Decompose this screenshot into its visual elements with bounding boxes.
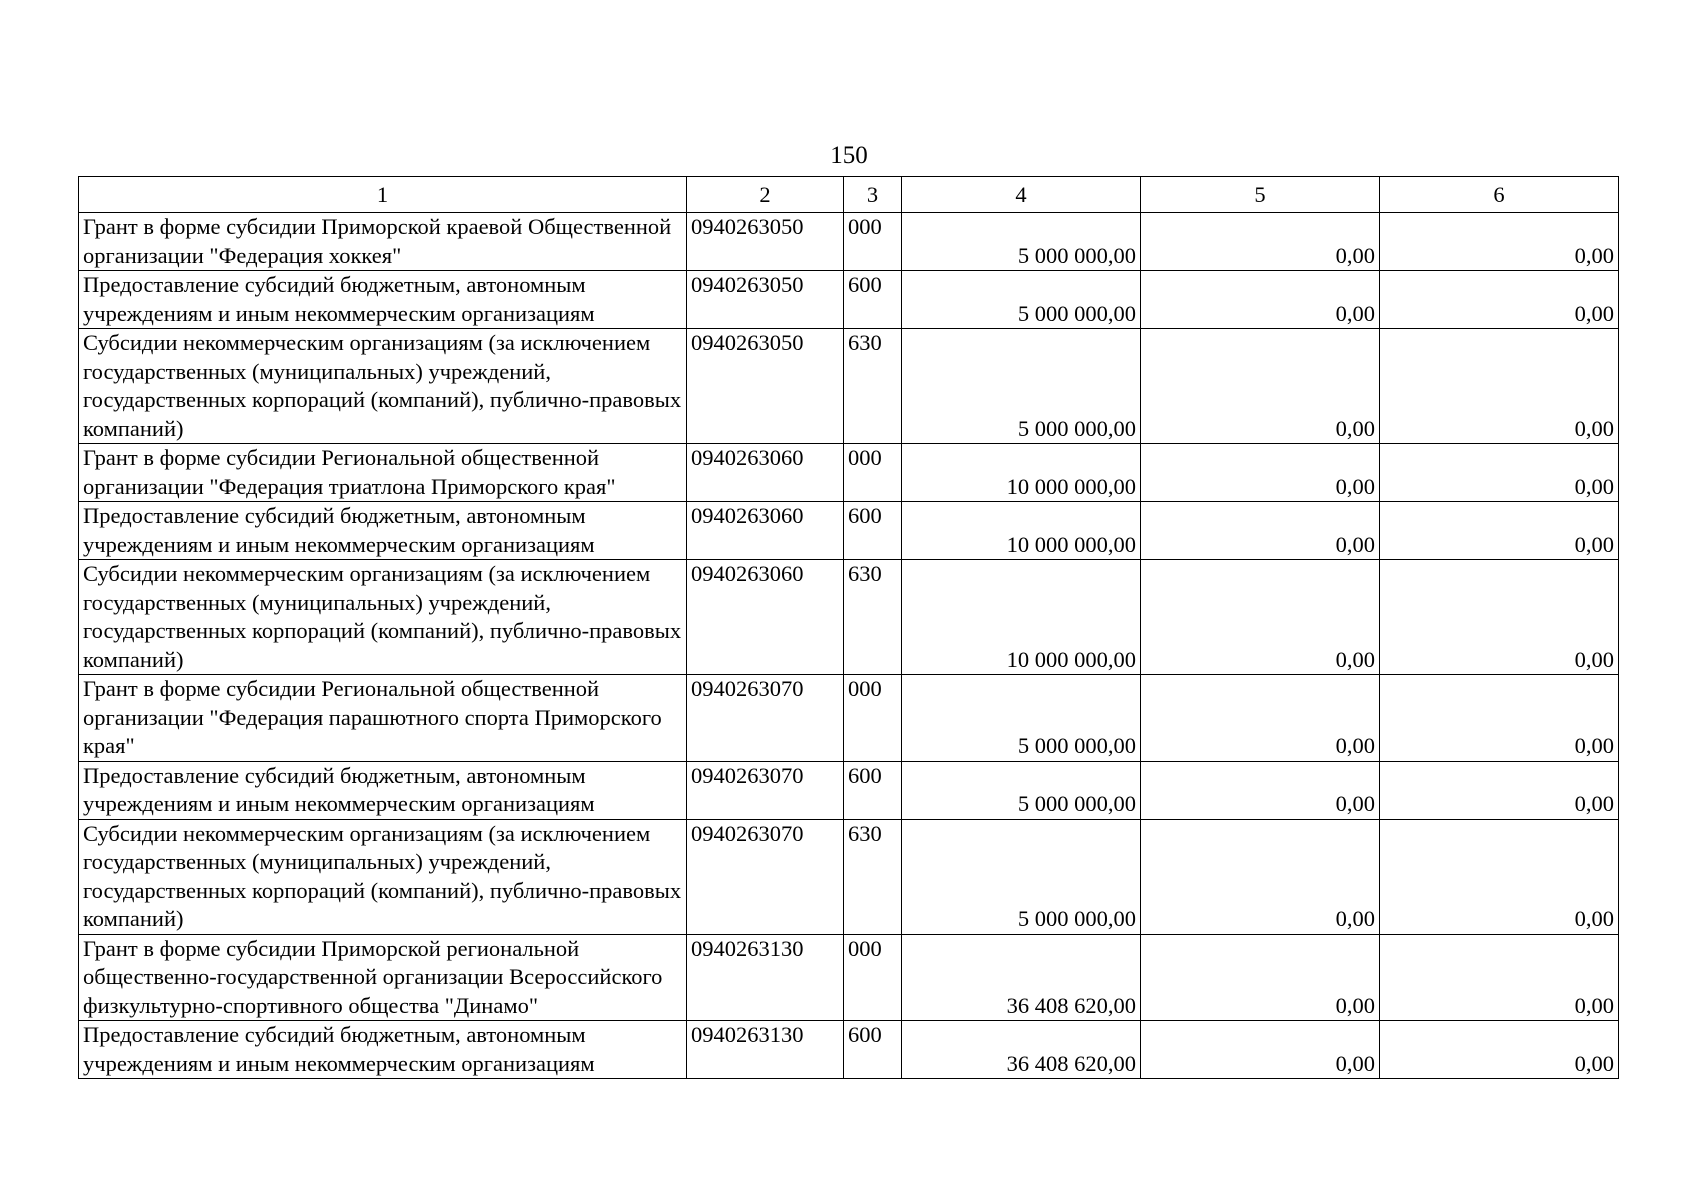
row-amount-col5-cell: 0,00 xyxy=(1141,444,1380,502)
table-row xyxy=(79,675,1619,762)
row-amount-col6-cell: 0,00 xyxy=(1380,213,1619,271)
row-amount-col6-cell: 0,00 xyxy=(1380,502,1619,560)
row-code-cell: 0940263060 xyxy=(687,502,844,560)
row-name-cell: Субсидии некоммерческим организациям (за исключением государственных (муниципальных) учреждений, государственных корпораций (компаний), публично-правовых компаний) xyxy=(79,560,687,675)
row-expense-type-cell: 600 xyxy=(844,271,902,329)
row-name-cell: Грант в форме субсидии Приморской краевой Общественной организации "Федерация хоккея" xyxy=(79,213,687,271)
header-row xyxy=(79,177,1619,213)
row-amount-col5-cell: 0,00 xyxy=(1141,761,1380,819)
table-row xyxy=(79,761,1619,819)
row-amount-col4-cell: 36 408 620,00 xyxy=(902,934,1141,1021)
column-header: 3 xyxy=(844,177,902,213)
row-name-cell: Предоставление субсидий бюджетным, автономным учреждениям и иным некоммерческим организациям xyxy=(79,502,687,560)
row-expense-type-cell: 630 xyxy=(844,329,902,444)
row-amount-col6-cell: 0,00 xyxy=(1380,761,1619,819)
row-amount-col4-cell: 5 000 000,00 xyxy=(902,271,1141,329)
row-code-cell: 0940263130 xyxy=(687,934,844,1021)
row-name-cell: Предоставление субсидий бюджетным, автономным учреждениям и иным некоммерческим организациям xyxy=(79,1021,687,1079)
row-expense-type-cell: 000 xyxy=(844,934,902,1021)
column-header: 2 xyxy=(687,177,844,213)
table-row xyxy=(79,934,1619,1021)
column-header: 5 xyxy=(1141,177,1380,213)
column-header: 1 xyxy=(79,177,687,213)
row-expense-type-cell: 600 xyxy=(844,502,902,560)
row-amount-col4-cell: 36 408 620,00 xyxy=(902,1021,1141,1079)
row-amount-col6-cell: 0,00 xyxy=(1380,329,1619,444)
row-expense-type-cell: 630 xyxy=(844,560,902,675)
row-amount-col4-cell: 5 000 000,00 xyxy=(902,675,1141,762)
row-amount-col4-cell: 10 000 000,00 xyxy=(902,444,1141,502)
row-amount-col4-cell: 5 000 000,00 xyxy=(902,761,1141,819)
row-amount-col5-cell: 0,00 xyxy=(1141,934,1380,1021)
row-code-cell: 0940263050 xyxy=(687,271,844,329)
table-row xyxy=(79,271,1619,329)
row-expense-type-cell: 000 xyxy=(844,675,902,762)
row-code-cell: 0940263070 xyxy=(687,819,844,934)
row-code-cell: 0940263050 xyxy=(687,213,844,271)
row-expense-type-cell: 000 xyxy=(844,444,902,502)
row-amount-col4-cell: 5 000 000,00 xyxy=(902,819,1141,934)
row-code-cell: 0940263130 xyxy=(687,1021,844,1079)
row-amount-col5-cell: 0,00 xyxy=(1141,819,1380,934)
row-amount-col5-cell: 0,00 xyxy=(1141,560,1380,675)
row-expense-type-cell: 000 xyxy=(844,213,902,271)
row-amount-col5-cell: 0,00 xyxy=(1141,213,1380,271)
row-amount-col6-cell: 0,00 xyxy=(1380,819,1619,934)
row-amount-col4-cell: 5 000 000,00 xyxy=(902,213,1141,271)
row-amount-col4-cell: 10 000 000,00 xyxy=(902,502,1141,560)
table-row xyxy=(79,444,1619,502)
row-name-cell: Субсидии некоммерческим организациям (за исключением государственных (муниципальных) учреждений, государственных корпораций (компаний), публично-правовых компаний) xyxy=(79,819,687,934)
row-amount-col4-cell: 10 000 000,00 xyxy=(902,560,1141,675)
row-code-cell: 0940263070 xyxy=(687,761,844,819)
row-code-cell: 0940263050 xyxy=(687,329,844,444)
row-amount-col6-cell: 0,00 xyxy=(1380,560,1619,675)
table-row xyxy=(79,502,1619,560)
row-name-cell: Грант в форме субсидии Региональной общественной организации "Федерация парашютного спорта Приморского края" xyxy=(79,675,687,762)
row-amount-col5-cell: 0,00 xyxy=(1141,502,1380,560)
table-row xyxy=(79,819,1619,934)
row-amount-col6-cell: 0,00 xyxy=(1380,1021,1619,1079)
table-row xyxy=(79,1021,1619,1079)
row-name-cell: Субсидии некоммерческим организациям (за исключением государственных (муниципальных) учреждений, государственных корпораций (компаний), публично-правовых компаний) xyxy=(79,329,687,444)
row-amount-col4-cell: 5 000 000,00 xyxy=(902,329,1141,444)
row-amount-col5-cell: 0,00 xyxy=(1141,1021,1380,1079)
row-expense-type-cell: 600 xyxy=(844,761,902,819)
page-number: 150 xyxy=(830,142,868,169)
row-amount-col5-cell: 0,00 xyxy=(1141,675,1380,762)
row-amount-col6-cell: 0,00 xyxy=(1380,271,1619,329)
row-expense-type-cell: 630 xyxy=(844,819,902,934)
column-header: 4 xyxy=(902,177,1141,213)
row-expense-type-cell: 600 xyxy=(844,1021,902,1079)
row-name-cell: Грант в форме субсидии Региональной общественной организации "Федерация триатлона Приморского края" xyxy=(79,444,687,502)
row-code-cell: 0940263060 xyxy=(687,560,844,675)
budget-table xyxy=(78,176,1619,1079)
row-name-cell: Предоставление субсидий бюджетным, автономным учреждениям и иным некоммерческим организациям xyxy=(79,761,687,819)
row-name-cell: Предоставление субсидий бюджетным, автономным учреждениям и иным некоммерческим организациям xyxy=(79,271,687,329)
row-amount-col6-cell: 0,00 xyxy=(1380,444,1619,502)
table-row xyxy=(79,329,1619,444)
table-row xyxy=(79,213,1619,271)
row-amount-col6-cell: 0,00 xyxy=(1380,675,1619,762)
column-header: 6 xyxy=(1380,177,1619,213)
row-amount-col5-cell: 0,00 xyxy=(1141,329,1380,444)
row-name-cell: Грант в форме субсидии Приморской региональной общественно-государственной организации Всероссийского физкультурно-спортивного общества "Динамо" xyxy=(79,934,687,1021)
table-row xyxy=(79,560,1619,675)
row-code-cell: 0940263060 xyxy=(687,444,844,502)
row-code-cell: 0940263070 xyxy=(687,675,844,762)
row-amount-col5-cell: 0,00 xyxy=(1141,271,1380,329)
row-amount-col6-cell: 0,00 xyxy=(1380,934,1619,1021)
